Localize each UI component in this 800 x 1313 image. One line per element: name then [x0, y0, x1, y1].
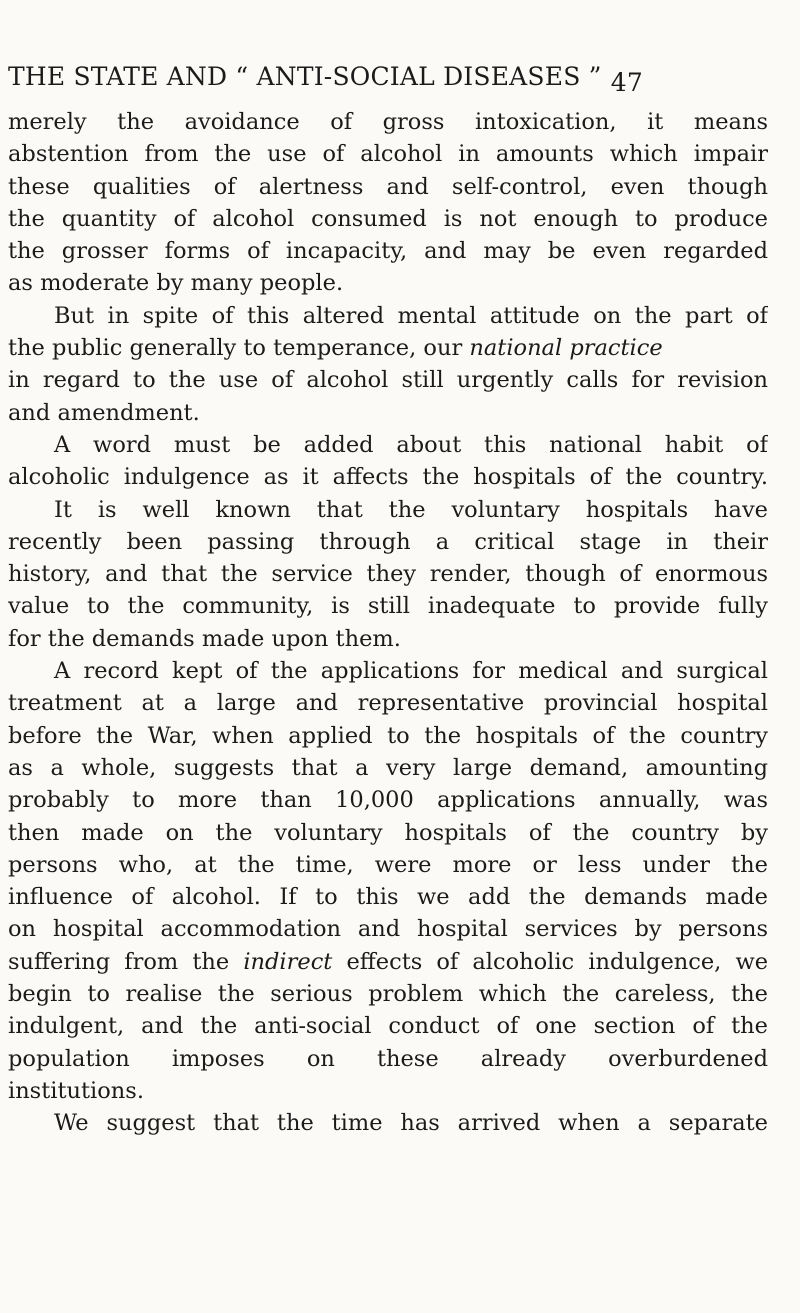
text-line: these qualities of alertness and self-control, even though [8, 173, 768, 200]
text-line: alcoholic indulgence as it affects the hospitals of the country. [8, 464, 768, 491]
text-line: value to the community, is still inadequate to provide fully [8, 593, 768, 620]
text-line: then made on the voluntary hospitals of the country by [8, 819, 768, 846]
text-line: It is well known that the voluntary hospitals have [54, 496, 768, 523]
text-line: institutions. [8, 1077, 144, 1104]
running-title: THE STATE AND “ ANTI-SOCIAL DISEASES ” [8, 62, 602, 91]
body-text [8, 106, 768, 1140]
text-line: A word must be added about this national habit of [54, 431, 768, 458]
italic-phrase: indirect [243, 948, 333, 975]
text-line: the grosser forms of incapacity, and may be even regarded [8, 238, 768, 265]
text-line: abstention from the use of alcohol in amounts which impair [8, 141, 768, 168]
text-line: But in spite of this altered mental attitude on the part of [54, 302, 768, 329]
text-line: recently been passing through a critical stage in their [8, 528, 768, 555]
text-line: and amendment. [8, 399, 200, 426]
text-line: before the War, when applied to the hospitals of the country [8, 722, 768, 749]
text-line: population imposes on these already overburdened [8, 1045, 768, 1072]
text-line [8, 332, 768, 364]
text-line: for the demands made upon them. [8, 625, 401, 652]
text-line: begin to realise the serious problem which the careless, the [8, 981, 768, 1008]
text-run: effects of alcoholic indulgence, we [332, 948, 768, 975]
text-run: the public generally to temperance, our [8, 335, 470, 362]
text-line: in regard to the use of alcohol still urgently calls for revision [8, 367, 768, 394]
text-line [8, 946, 768, 978]
text-line: on hospital accommodation and hospital services by persons [8, 916, 768, 943]
text-line: We suggest that the time has arrived when a separate [54, 1110, 768, 1137]
running-header [8, 62, 768, 100]
text-line: probably to more than 10,000 applications annually, was [8, 787, 768, 814]
text-line: influence of alcohol. If to this we add the demands made [8, 884, 768, 911]
text-run: suffering from the [8, 948, 244, 975]
text-line: treatment at a large and representative provincial hospital [8, 690, 768, 717]
text-line: merely the avoidance of gross intoxication, it means [8, 109, 768, 135]
text-line: indulgent, and the anti-social conduct of one section of the [8, 1013, 768, 1040]
text-line: history, and that the service they render, though of enormous [8, 561, 768, 588]
text-line: the quantity of alcohol consumed is not enough to produce [8, 205, 768, 232]
text-line: persons who, at the time, were more or less under the [8, 851, 768, 878]
text-line: as a whole, suggests that a very large demand, amounting [8, 754, 768, 781]
text-line: A record kept of the applications for medical and surgical [54, 658, 768, 685]
text-line: as moderate by many people. [8, 270, 344, 297]
page-number: 47 [610, 68, 643, 97]
italic-phrase: national practice [469, 335, 663, 362]
